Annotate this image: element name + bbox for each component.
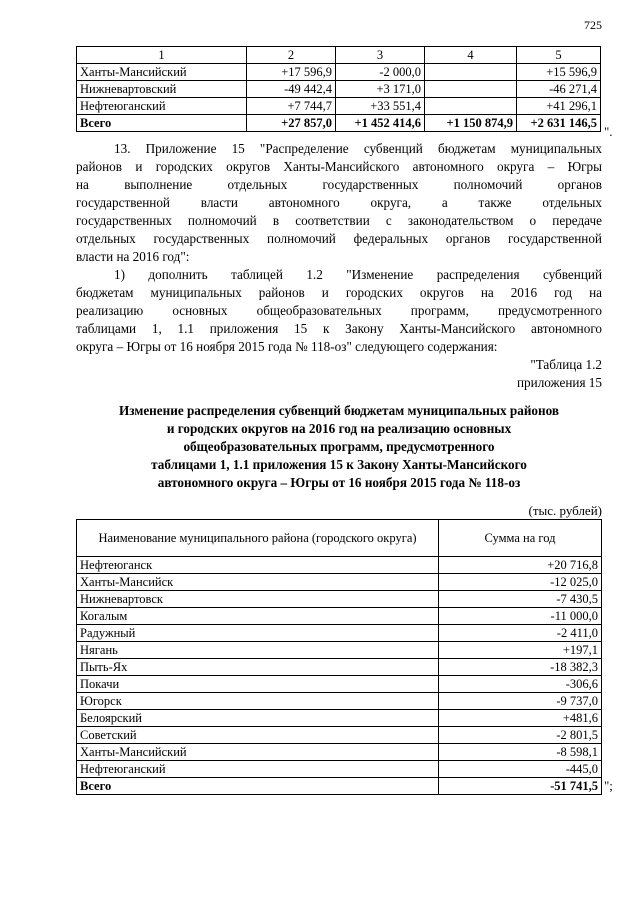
table-row	[77, 625, 602, 642]
table-total-row	[77, 778, 602, 795]
text-line: 13. Приложение 15 "Распределение субвенций бюджетам муниципальных	[114, 141, 602, 156]
district-name: Нефтеюганский	[77, 761, 439, 778]
table-title	[76, 402, 602, 492]
district-name: Ханты-Мансийский	[77, 744, 439, 761]
total-amount: +27 857,0	[247, 115, 336, 132]
amount-cell: -445,0	[439, 761, 602, 778]
total-amount: +2 631 146,5	[517, 115, 601, 132]
district-name: Пыть-Ях	[77, 659, 439, 676]
title-line: и городских округов на 2016 год на реализацию основных	[166, 421, 512, 436]
table-row	[77, 727, 602, 744]
district-name: Белоярский	[77, 710, 439, 727]
amount-cell: +33 551,4	[336, 98, 425, 115]
table-header-row	[77, 520, 602, 557]
district-name: Югорск	[77, 693, 439, 710]
column-header-amount: Сумма на год	[439, 520, 602, 557]
table-row	[77, 693, 602, 710]
text-line: 1) дополнить таблицей 1.2 "Изменение распределения субвенций	[114, 267, 602, 282]
amount-cell: -18 382,3	[439, 659, 602, 676]
table-row	[77, 676, 602, 693]
title-line: общеобразовательных программ, предусмотренного	[183, 439, 495, 454]
amount-cell: -46 271,4	[517, 81, 601, 98]
text-line: районов и городских округов Ханты-Мансийского автономного округа – Югры	[76, 159, 602, 174]
district-name: Нефтеюганск	[77, 557, 439, 574]
text-line: на выполнение отдельных государственных полномочий органов	[76, 177, 602, 192]
amount-cell: -9 737,0	[439, 693, 602, 710]
total-amount: +1 150 874,9	[425, 115, 517, 132]
closing-quote: ".	[604, 124, 613, 139]
table-reference-line: приложения 15	[516, 375, 602, 390]
table-row	[77, 81, 601, 98]
title-line: автономного округа – Югры от 16 ноября 2015 года № 118-оз	[157, 475, 521, 490]
district-name: Когалым	[77, 608, 439, 625]
column-number: 5	[517, 47, 601, 64]
amount-cell: -12 025,0	[439, 574, 602, 591]
amount-cell: +20 716,8	[439, 557, 602, 574]
district-name: Советский	[77, 727, 439, 744]
district-name: Покачи	[77, 676, 439, 693]
text-line: отдельных государственных полномочий федеральных органов государственной	[76, 231, 602, 246]
text-line: государственной власти автономного округа, а также отдельных	[76, 195, 602, 210]
amount-cell: +17 596,9	[247, 64, 336, 81]
table-row	[77, 591, 602, 608]
table-row	[77, 642, 602, 659]
column-number: 2	[247, 47, 336, 64]
table-row	[77, 761, 602, 778]
table-row	[77, 710, 602, 727]
amount-cell: -49 442,4	[247, 81, 336, 98]
district-name: Радужный	[77, 625, 439, 642]
district-name: Нягань	[77, 642, 439, 659]
text-line: государственных полномочий в соответствии с законодательством о передаче	[76, 213, 602, 228]
table-row	[77, 557, 602, 574]
paragraph-13	[76, 140, 602, 266]
units-label: (тыс. рублей)	[528, 503, 602, 518]
amount-cell: +3 171,0	[336, 81, 425, 98]
district-name: Ханты-Мансийский	[77, 64, 247, 81]
subvention-change-table	[76, 519, 602, 795]
amount-cell: +41 296,1	[517, 98, 601, 115]
table-row	[77, 744, 602, 761]
table-reference	[517, 356, 602, 392]
closing-quote: ";	[604, 778, 613, 793]
amount-cell: +481,6	[439, 710, 602, 727]
table-reference-line: "Таблица 1.2	[530, 357, 602, 372]
text-line: реализацию основных общеобразовательных программ, предусмотренного	[76, 303, 602, 318]
table-total-row	[77, 115, 601, 132]
total-label: Всего	[77, 115, 247, 132]
column-number: 1	[77, 47, 247, 64]
column-header-district: Наименование муниципального района (городского округа)	[77, 520, 439, 557]
amount-cell: +7 744,7	[247, 98, 336, 115]
text-line: бюджетам муниципальных районов и городских округов на 2016 год на	[76, 285, 602, 300]
table-row	[77, 64, 601, 81]
table-row	[77, 659, 602, 676]
district-name: Нефтеюганский	[77, 98, 247, 115]
text-line: округа – Югры от 16 ноября 2015 года № 118-оз" следующего содержания:	[76, 339, 498, 354]
amount-cell	[425, 64, 517, 81]
column-number: 4	[425, 47, 517, 64]
amount-cell: -8 598,1	[439, 744, 602, 761]
district-name: Нижневартовский	[77, 81, 247, 98]
amount-cell	[425, 98, 517, 115]
title-line: Изменение распределения субвенций бюджетам муниципальных районов	[118, 403, 560, 418]
amount-cell: +197,1	[439, 642, 602, 659]
total-label: Всего	[77, 778, 439, 795]
amount-cell	[425, 81, 517, 98]
table-row	[77, 98, 601, 115]
total-amount: +1 452 414,6	[336, 115, 425, 132]
amount-cell: -2 000,0	[336, 64, 425, 81]
amount-cell: -2 801,5	[439, 727, 602, 744]
table-row	[77, 574, 602, 591]
subvention-table-continuation	[76, 46, 601, 132]
amount-cell: +15 596,9	[517, 64, 601, 81]
district-name: Нижневартовск	[77, 591, 439, 608]
amount-cell: -11 000,0	[439, 608, 602, 625]
amount-cell: -2 411,0	[439, 625, 602, 642]
text-line: таблицами 1, 1.1 приложения 15 к Закону Ханты-Мансийского автономного	[76, 321, 602, 336]
district-name: Ханты-Мансийск	[77, 574, 439, 591]
table-header-row	[77, 47, 601, 64]
page-number: 725	[584, 18, 602, 32]
amount-cell: -7 430,5	[439, 591, 602, 608]
total-amount: -51 741,5	[439, 778, 602, 795]
amount-cell: -306,6	[439, 676, 602, 693]
title-line: таблицами 1, 1.1 приложения 15 к Закону Ханты-Мансийского	[151, 457, 527, 472]
paragraph-1	[76, 266, 602, 356]
table-row	[77, 608, 602, 625]
text-line: власти на 2016 год":	[76, 249, 190, 264]
column-number: 3	[336, 47, 425, 64]
